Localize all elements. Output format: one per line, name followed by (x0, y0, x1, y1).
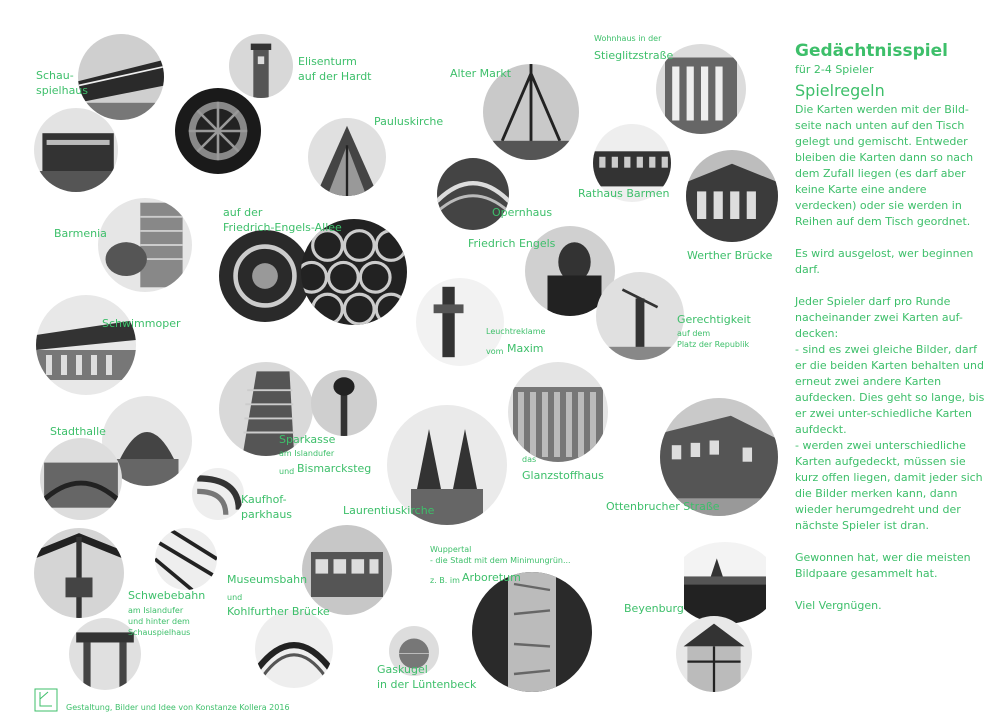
credits: Gestaltung, Bilder und Idee von Konstanze Kollera 2016 (66, 703, 290, 712)
label-maxim: Maxim (507, 342, 544, 355)
label-werther-bruecke: Werther Brücke (687, 249, 773, 262)
photo-stadthalle (40, 438, 122, 520)
photo-werther-bruecke (686, 150, 778, 242)
label-glanzstoffhaus: Glanzstoffhaus (522, 469, 604, 482)
label-kohlfurther: Kohlfurther Brücke (227, 605, 330, 618)
label-beyenburg: Beyenburg (624, 602, 684, 615)
label-alter-markt: Alter Markt (450, 67, 512, 80)
rule-2: Es wird ausgelost, wer beginnen darf. (795, 247, 974, 276)
label-pauluskirche: Pauluskirche (374, 115, 444, 128)
label-gerechtigkeit: Gerechtigkeit (677, 313, 751, 326)
rule-3: Jeder Spieler darf pro Runde nacheinander zwei Karten auf-decken: - sind es zwei gleiche Bilder, darf er die beiden Karten behalten und erneut zwei andere Karten aufdecken. Dies geht so lange, bis er zwei unter-schiedliche Karten aufdeckt. - werden zwei unterschiedliche Karten aufgedeckt, müssen sie kurz offen liegen, damit jeder sich die Bilder merken kann, dann wieder herumgedreht und der nächste Spieler ist dran. (795, 295, 985, 532)
label-kohlfurther-small: und (227, 593, 243, 602)
label-leuchtreklame: Leuchtreklame (486, 327, 546, 336)
photo-schwebebahn (34, 528, 124, 618)
photo-elisenturm (229, 34, 293, 98)
label-museumsbahn: Museumsbahn (227, 573, 308, 586)
label-sparkasse: Sparkasse (279, 433, 336, 446)
label-barmenia: Barmenia (54, 227, 107, 240)
label-sparkasse-small: am Islandufer (279, 449, 335, 458)
label-stieglitzstrasse: Stieglitzstraße (594, 49, 674, 62)
label-bismarck-small: und (279, 467, 295, 476)
photo-museumsbahn (302, 525, 392, 615)
label-stadthalle: Stadthalle (50, 425, 106, 438)
label-opernhaus: Opernhaus (492, 206, 553, 219)
label-elisenturm: Elisenturm auf der Hardt (298, 55, 372, 83)
label-glanzstoff-small: das (522, 455, 537, 464)
rule-4: Gewonnen hat, wer die meisten Bildpaare gesammelt hat. (795, 551, 971, 580)
photo-fachwerkhaus (676, 616, 752, 692)
rule-1: Die Karten werden mit der Bild-seite nach unten auf den Tisch gelegt und gemischt. Entweder bleiben die Karten dann so nach dem Zufall liegen (es darf aber keine Karte eine andere verdecken) oder sie werden in Reihen auf dem Tisch geordnet. (795, 103, 974, 228)
label-schwebebahn-small: am Islandufer und hinter dem Schauspielhaus (128, 606, 191, 637)
label-schwimmoper: Schwimmoper (102, 317, 181, 330)
photo-schauspielhaus-roof (78, 34, 164, 120)
photo-window-ornament (175, 88, 261, 174)
label-arboretum-small: z. B. im (430, 576, 460, 585)
photo-glanzstoffhaus (508, 362, 608, 462)
photo-kohlfurther-bruecke (255, 610, 333, 688)
rule-5: Viel Vergnügen. (795, 599, 882, 612)
label-friedrich-engels: Friedrich Engels (468, 237, 556, 250)
rules-panel (795, 40, 990, 630)
photo-barmenia (98, 198, 192, 292)
label-schwebebahn: Schwebebahn (128, 589, 206, 602)
rules-heading: Spielregeln (795, 81, 885, 100)
label-laurentiuskirche: Laurentiuskirche (343, 504, 435, 517)
game-subtitle: für 2-4 Spieler (795, 63, 874, 76)
label-wuppertal: Wuppertal - die Stadt mit dem Minimungrün... (430, 545, 571, 565)
photo-arboretum (472, 572, 592, 692)
photo-kaufhof-parkhaus (192, 468, 244, 520)
game-title: Gedächtnisspiel (795, 41, 948, 61)
photo-schwimmoper (36, 295, 136, 395)
photo-schwebebahn-frame (155, 528, 217, 590)
photo-bismarcksteg (311, 370, 377, 436)
photo-gerechtigkeit (596, 272, 684, 360)
label-gerechtigkeit-small: auf dem Platz der Republik (677, 329, 750, 349)
label-arboretum: Arboretum (462, 571, 521, 584)
designer-logo-icon (34, 688, 58, 712)
label-schauspielhaus: Schau- spielhaus (36, 69, 89, 97)
photo-beyenburg (672, 542, 778, 624)
photo-schauspielhaus (34, 108, 118, 192)
label-ottenbrucher: Ottenbrucher Straße (606, 500, 720, 513)
label-rathaus-barmen: Rathaus Barmen (578, 187, 670, 200)
label-gaskugel: Gaskugel in der Lüntenbeck (377, 663, 477, 691)
label-maxim-small: vom (486, 347, 504, 356)
photo-pauluskirche (308, 118, 386, 196)
label-kaufhof: Kaufhof- parkhaus (241, 493, 293, 521)
label-bismarcksteg: Bismarcksteg (297, 462, 372, 475)
photo-engels-allee-window (219, 230, 311, 322)
label-engels-allee: auf der Friedrich-Engels-Allee (223, 206, 342, 234)
label-wohnhaus-small: Wohnhaus in der (594, 34, 662, 43)
